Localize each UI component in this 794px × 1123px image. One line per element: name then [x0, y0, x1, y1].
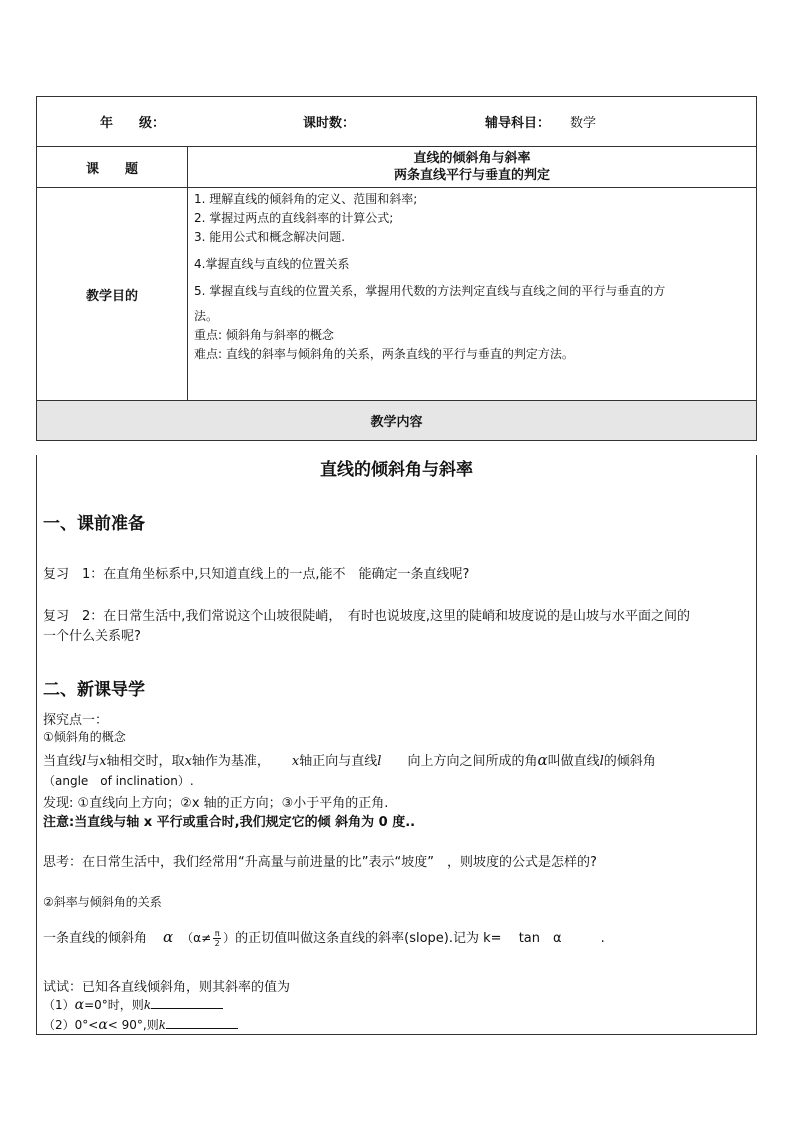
subject-value: 数学: [570, 116, 597, 131]
section-1-title: 一、课前准备: [43, 514, 145, 534]
goal-item: 5. 掌握直线与直线的位置关系，掌握用代数的方法判定直线与直线之间的平行与垂直的方: [194, 284, 666, 298]
question-2: （2）0°<α< 90°,则k: [43, 1016, 238, 1033]
discover-text: 发现: ①直线向上方向；②x 轴的正方向；③小于平角的正角.: [43, 796, 389, 811]
goal-item: 3. 能用公式和概念解决问题.: [194, 230, 346, 244]
goal-item: 4.掌握直线与直线的位置关系: [194, 257, 350, 271]
goal-item: 1. 理解直线的倾斜角的定义、范围和斜率;: [194, 192, 418, 206]
pi-over-two: $\frac{\pi}{2}$: [214, 929, 220, 948]
concept-2-title: ②斜率与倾斜角的关系: [43, 895, 162, 909]
think-text: 思考：在日常生活中，我们经常用“升高量与前进量的比”表示“坡度” ，则坡度的公式是怎样的?: [43, 855, 597, 870]
note-text: 注意:当直线与轴 x 平行或重合时,我们规定它的倾 斜角为 0 度..: [43, 815, 416, 830]
goals-row: [36, 188, 757, 401]
question-1: （1）α=0°时，则k: [43, 996, 223, 1013]
grade-label: 年 级：: [100, 116, 166, 131]
goal-item: 2. 掌握过两点的直线斜率的计算公式;: [194, 211, 394, 225]
topic-label: 课 题: [37, 147, 188, 187]
inclination-english: （angle of inclination）.: [43, 774, 194, 788]
topic-content: [188, 147, 756, 187]
slope-definition: 一条直线的倾斜角 α （α≠ $\frac{\pi}{2}$ ）的正切值叫做这条直线的斜率(slope).记为 k= tan α .: [43, 928, 605, 948]
explore-label: 探究点一：: [43, 713, 109, 728]
topic-line-2: 两条直线平行与垂直的判定: [393, 168, 550, 183]
content-header: 教学内容: [36, 401, 757, 441]
hours-label: 课时数：: [303, 116, 356, 131]
key-point: 重点: 倾斜角与斜率的概念: [194, 328, 334, 342]
inclination-definition: 当直线l与x轴相交时，取x轴作为基准， x轴正向与直线l 向上方向之间所成的角α叫做直线l的倾斜角: [43, 751, 656, 769]
header-row: [36, 96, 757, 147]
goal-item: 法。: [194, 309, 219, 323]
topic-row: [36, 147, 757, 188]
difficult-point: 难点: 直线的斜率与倾斜角的关系，两条直线的平行与垂直的判定方法。: [194, 347, 574, 361]
review-1: 复习 1：在直角坐标系中,只知道直线上的一点,能不 能确定一条直线呢?: [43, 567, 470, 582]
content-title: 直线的倾斜角与斜率: [320, 460, 473, 480]
goals-label: 教学目的: [37, 188, 188, 400]
answer-blank-1[interactable]: [151, 996, 223, 1009]
goals-content: [188, 188, 756, 400]
answer-blank-2[interactable]: [166, 1016, 238, 1029]
section-2-title: 二、新课导学: [43, 680, 145, 700]
concept-1-title: ①倾斜角的概念: [43, 730, 126, 744]
lesson-plan-sheet: [36, 96, 757, 1035]
subject-label: 辅导科目：: [485, 116, 551, 131]
try-text: 试试：已知各直线倾斜角，则其斜率的值为: [43, 980, 291, 995]
content-body: [36, 455, 757, 1035]
review-2-line-1: 复习 2：在日常生活中,我们常说这个山坡很陡峭， 有时也说坡度,这里的陡峭和坡度说的是山坡与水平面之间的: [43, 609, 691, 624]
topic-line-1: 直线的倾斜角与斜率: [413, 151, 531, 166]
review-2-line-2: 一个什么关系呢?: [43, 629, 141, 644]
